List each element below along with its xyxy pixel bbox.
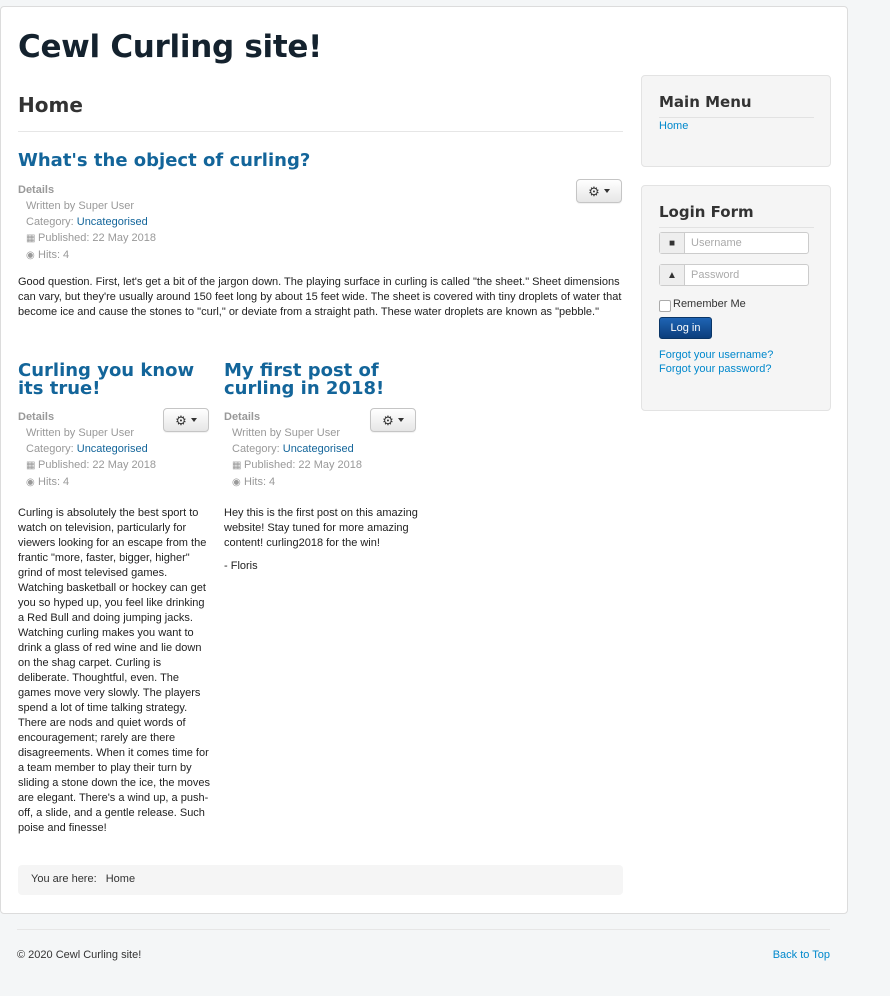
article-details [18, 409, 156, 491]
user-icon: ■ [660, 233, 685, 253]
login-module [641, 185, 831, 411]
published-date: ▦ Published: 22 May 2018 [18, 457, 156, 474]
category: Category: Uncategorised [232, 443, 354, 455]
breadcrumb [18, 865, 623, 895]
site-title[interactable]: Cewl Curling site! [18, 29, 322, 65]
article-paragraph: Curling is absolutely the best sport to watch on television, particularly for viewers looking for an escape from the frantic "more, faster, bigger, higher" grind of most televised games. Watching basketball or hockey can get you so hyped up, you feel like drinking a Red Bull and doing jumping jacks. Watching curling makes you want to drink a glass of red wine and lie down on the shag carpet. Curling is deliberate. Thoughtful, even. The games move very slowly. The players spend a lot of time talking strategy. There are nods and quiet words of encouragement; rarely are there disagreements. When it comes time for a team member to play their turn by sliding a stone down the ice, the moves are elegant. There's a wind up, a push-off, a slide, and a gentle release. Such poise and finesse! [18, 507, 211, 834]
published-date: ▦ Published: 22 May 2018 [18, 230, 156, 247]
menu-item-home[interactable]: Home [659, 120, 689, 132]
article-signature: - Floris [224, 560, 258, 572]
article-details [18, 182, 156, 264]
breadcrumb-label: You are here: [31, 873, 97, 885]
article-title[interactable]: Curling you know its true! [18, 360, 195, 399]
author: Written by Super User [232, 427, 341, 439]
author: Written by Super User [26, 427, 135, 439]
hits: ◉ Hits: 4 [224, 474, 362, 491]
main-menu-module [641, 75, 831, 167]
footer-copyright: © 2020 Cewl Curling site! [17, 949, 142, 961]
eye-icon: ◉ [232, 477, 241, 488]
article-tools-button[interactable] [370, 408, 416, 432]
eye-icon: ◉ [26, 250, 35, 261]
category-link[interactable]: Uncategorised [76, 216, 148, 228]
published-date: ▦ Published: 22 May 2018 [224, 457, 362, 474]
article-tools-button[interactable] [163, 408, 209, 432]
remember-me-checkbox[interactable] [659, 300, 671, 312]
footer-divider [17, 929, 830, 930]
remember-me-label[interactable]: Remember Me [673, 297, 746, 310]
category: Category: Uncategorised [26, 443, 148, 455]
article-paragraph: Hey this is the first post on this amazing website! Stay tuned for more amazing content! curling2018 for the win! [224, 507, 418, 549]
forgot-password-link[interactable]: Forgot your password? [659, 363, 772, 375]
module-title: Main Menu [659, 93, 814, 118]
calendar-icon: ▦ [26, 233, 36, 244]
back-to-top-link[interactable]: Back to Top [772, 949, 830, 961]
gear-icon: ⚙ [588, 183, 600, 199]
caret-down-icon [191, 418, 197, 422]
article-item [18, 362, 208, 398]
page-heading: Home [18, 93, 83, 117]
breadcrumb-current: Home [105, 873, 136, 885]
article-leading [18, 152, 623, 170]
article-body [18, 275, 624, 328]
username-field [659, 232, 809, 254]
hits: ◉ Hits: 4 [18, 474, 156, 491]
login-button[interactable]: Log in [659, 317, 712, 339]
article-body [18, 506, 212, 844]
page-container [0, 6, 848, 914]
details-label: Details [18, 411, 55, 423]
article-title[interactable]: My first post of curling in 2018! [224, 360, 385, 399]
category: Category: Uncategorised [26, 216, 148, 228]
details-label: Details [224, 411, 261, 423]
divider [18, 131, 623, 132]
details-label: Details [18, 184, 55, 196]
eye-icon: ◉ [26, 477, 35, 488]
password-field [659, 264, 809, 286]
article-item [224, 362, 414, 398]
caret-down-icon [398, 418, 404, 422]
forgot-username-link[interactable]: Forgot your username? [659, 349, 774, 361]
article-title[interactable]: What's the object of curling? [18, 150, 311, 171]
password-input[interactable] [685, 265, 808, 285]
username-input[interactable] [685, 233, 808, 253]
remember-me [659, 296, 746, 312]
calendar-icon: ▦ [232, 460, 242, 471]
category-link[interactable]: Uncategorised [76, 443, 148, 455]
author: Written by Super User [26, 200, 135, 212]
article-paragraph: Good question. First, let's get a bit of the jargon down. The playing surface in curling is called "the sheet." Sheet dimensions can vary, but they're usually around 150 feet long by about 15 feet wide. The sheet is covered with tiny droplets of water that become ice and cause the stones to "curl," or deviate from a straight path. These water droplets are known as "pebble." [18, 276, 622, 318]
article-body [224, 506, 418, 582]
gear-icon: ⚙ [382, 412, 394, 428]
hits: ◉ Hits: 4 [18, 247, 156, 264]
module-title: Login Form [659, 203, 814, 228]
caret-down-icon [604, 189, 610, 193]
article-details [224, 409, 362, 491]
lock-icon: ▲ [660, 265, 685, 285]
article-tools-button[interactable] [576, 179, 622, 203]
login-links [659, 348, 773, 376]
calendar-icon: ▦ [26, 460, 36, 471]
category-link[interactable]: Uncategorised [282, 443, 354, 455]
gear-icon: ⚙ [175, 412, 187, 428]
